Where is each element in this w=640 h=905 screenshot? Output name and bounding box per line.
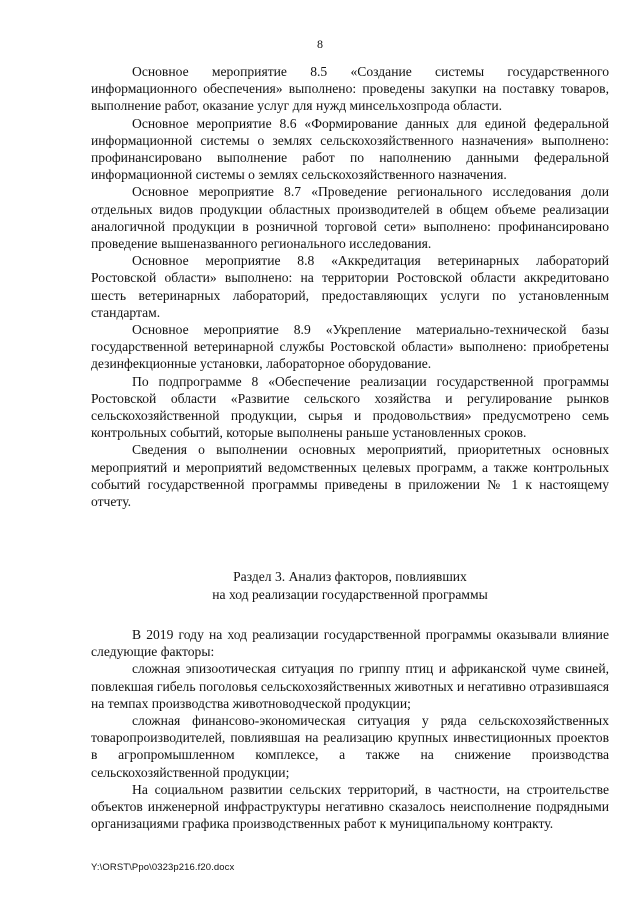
paragraph: сложная эпизоотическая ситуация по гриппу птиц и африканской чуме свиней, повлекшая гибель поголовья сельскохозяйственных животных и негативно отразившаяся на темпах производства животноводческой продукции; bbox=[91, 661, 609, 711]
section-body bbox=[91, 63, 609, 510]
section3-body bbox=[91, 626, 609, 832]
paragraph: Основное мероприятие 8.8 «Аккредитация ветеринарных лабораторий Ростовской области» выполнено: на территории Ростовской области аккредитовано шесть ветеринарных лабораторий, предоставляющих услуги по установленным стандартам. bbox=[91, 253, 609, 320]
paragraph: В 2019 году на ход реализации государственной программы оказывали влияние следующие факторы: bbox=[91, 627, 609, 660]
paragraph: Основное мероприятие 8.5 «Создание системы государственного информационного обеспечения» выполнено: проведены закупки на поставку товаров, выполнение работ, оказание услуг для нужд минсельхозпрода области. bbox=[91, 64, 609, 114]
section-heading-line: на ход реализации государственной программы bbox=[212, 587, 488, 602]
paragraph: Основное мероприятие 8.7 «Проведение регионального исследования доли отдельных видов продукции областных производителей в общем объеме реализации аналогичной продукции в розничной торговой сети» выполнено: профинансировано проведение вышеназванного регионального исследования. bbox=[91, 184, 609, 252]
paragraph: Основное мероприятие 8.9 «Укрепление материально-технической базы государственной ветеринарной службы Ростовской области» выполнено: приобретены дезинфекционные установки, лабораторное оборудование. bbox=[91, 322, 609, 372]
paragraph: сложная финансово-экономическая ситуация у ряда сельскохозяйственных товаропроизводителей, повлиявшая на реализацию крупных инвестиционных проектов в агропромышленном комплексе, а также на снижение производства сельскохозяйственной продукции; bbox=[91, 713, 609, 780]
footer-file-path: Y:\ORST\Ppo\0323p216.f20.docx bbox=[91, 862, 235, 873]
section-heading bbox=[91, 568, 609, 604]
paragraph: Сведения о выполнении основных мероприятий, приоритетных основных мероприятий и мероприятий ведомственных целевых программ, а также контрольных событий государственной программы приведены в приложении № 1 к настоящему отчету. bbox=[91, 442, 609, 510]
page-number: 8 bbox=[317, 37, 323, 51]
paragraph: Основное мероприятие 8.6 «Формирование данных для единой федеральной информационной системы о землях сельскохозяйственного назначения» выполнено: профинансировано выполнение работ по наполнению данными федеральной информационной системы о землях сельскохозяйственного назначения. bbox=[91, 115, 609, 183]
paragraph: По подпрограмме 8 «Обеспечение реализации государственной программы Ростовской области «Развитие сельского хозяйства и регулирование рынков сельскохозяйственной продукции, сырья и продовольствия» предусмотрено семь контрольных событий, которые выполнены раньше установленных сроков. bbox=[91, 373, 609, 441]
section-heading-line: Раздел 3. Анализ факторов, повлиявших bbox=[233, 569, 467, 584]
paragraph: На социальном развитии сельских территорий, в частности, на строительстве объектов инженерной инфраструктуры негативно сказалось неисполнение подрядными организациями графика производственных работ к муниципальному контракту. bbox=[91, 781, 609, 832]
